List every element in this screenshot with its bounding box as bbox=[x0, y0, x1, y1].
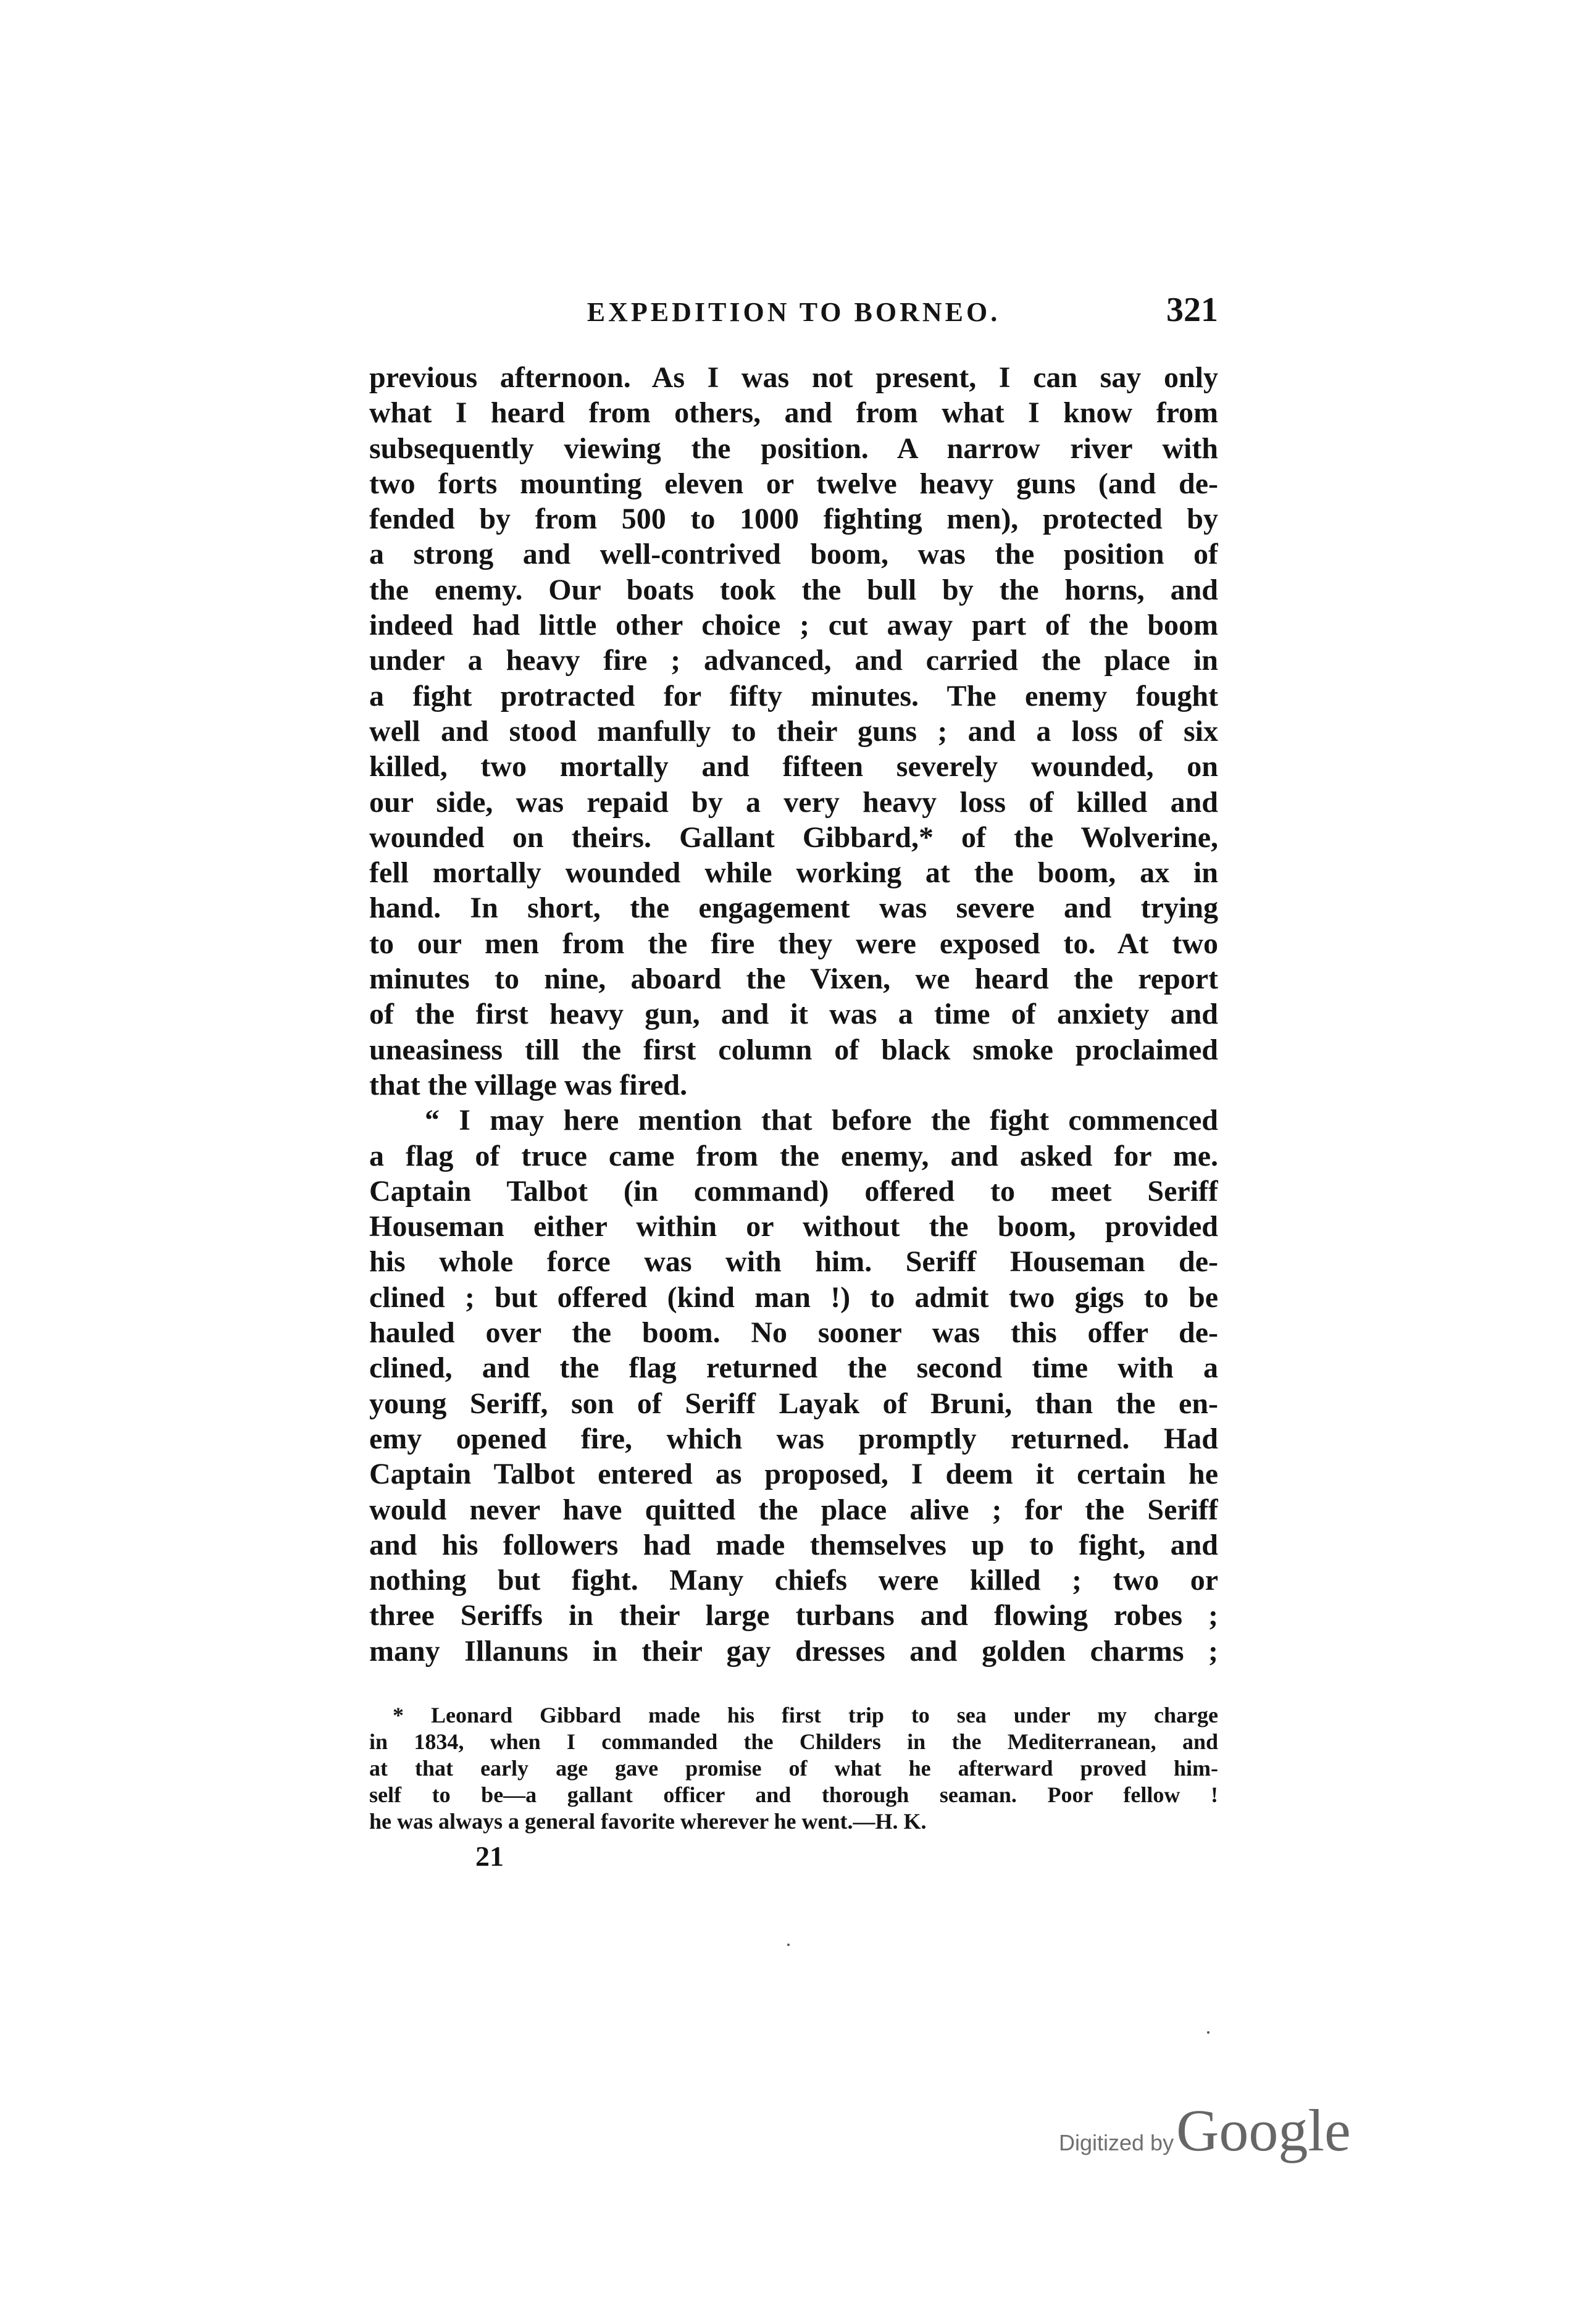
text-line: wounded on theirs. Gallant Gibbard,* of the Wolverine, bbox=[369, 821, 1218, 854]
text-line: would never have quitted the place alive ; for the Seriff bbox=[369, 1493, 1218, 1526]
text-line: uneasiness till the first column of black smoke proclaimed bbox=[369, 1033, 1218, 1066]
footnote-line: self to be—a gallant officer and thorough seaman. Poor fellow ! bbox=[369, 1782, 1218, 1807]
text-line: Captain Talbot entered as proposed, I deem it certain he bbox=[369, 1458, 1218, 1491]
text-line: that the village was fired. bbox=[369, 1068, 688, 1101]
text-line: nothing but fight. Many chiefs were killed ; two or bbox=[369, 1564, 1218, 1597]
text-line: hauled over the boom. No sooner was this offer de- bbox=[369, 1316, 1218, 1350]
footnote-line: at that early age gave promise of what he afterward proved him- bbox=[369, 1756, 1218, 1781]
footnote-line: in 1834, when I commanded the Childers in the Mediterranean, and bbox=[369, 1729, 1218, 1754]
text-line: young Seriff, son of Seriff Layak of Bruni, than the en- bbox=[369, 1387, 1218, 1420]
text-line: a flag of truce came from the enemy, and asked for me. bbox=[369, 1139, 1218, 1172]
text-line: a fight protracted for fifty minutes. The enemy fought bbox=[369, 679, 1218, 712]
signature-mark: 21 bbox=[475, 1840, 504, 1872]
page-header bbox=[369, 290, 1218, 333]
text-line: of the first heavy gun, and it was a time of anxiety and bbox=[369, 998, 1218, 1031]
watermark-brand: Google bbox=[1176, 2097, 1351, 2163]
text-line: “ I may here mention that before the fight commenced bbox=[425, 1104, 1218, 1137]
text-line: well and stood manfully to their guns ; and a loss of six bbox=[369, 714, 1218, 748]
text-line: minutes to nine, aboard the Vixen, we heard the report bbox=[369, 963, 1218, 996]
digitized-watermark bbox=[1059, 2096, 1351, 2164]
text-line: clined, and the flag returned the second time with a bbox=[369, 1351, 1218, 1385]
text-line: the enemy. Our boats took the bull by the horns, and bbox=[369, 573, 1218, 606]
footnote-line: * Leonard Gibbard made his first trip to sea under my charge bbox=[393, 1703, 1218, 1727]
text-line: many Illanuns in their gay dresses and golden charms ; bbox=[369, 1634, 1218, 1668]
page-number: 321 bbox=[1166, 291, 1218, 329]
text-line: Houseman either within or without the boom, provided bbox=[369, 1210, 1218, 1243]
text-line: to our men from the fire they were exposed to. At two bbox=[369, 927, 1218, 960]
text-line: what I heard from others, and from what I know from bbox=[369, 396, 1218, 430]
main-text bbox=[369, 360, 1218, 1669]
text-line: subsequently viewing the position. A narrow river with bbox=[369, 432, 1218, 465]
speck bbox=[1207, 2031, 1210, 2034]
running-head: EXPEDITION TO BORNEO. bbox=[587, 297, 1001, 327]
text-line: hand. In short, the engagement was severe and trying bbox=[369, 892, 1218, 925]
text-line: a strong and well-contrived boom, was the position of bbox=[369, 538, 1218, 571]
text-line: fell mortally wounded while working at the boom, ax in bbox=[369, 856, 1218, 890]
footnote bbox=[369, 1702, 1218, 1835]
text-line: killed, two mortally and fifteen severely wounded, on bbox=[369, 750, 1218, 783]
text-line: Captain Talbot (in command) offered to meet Seriff bbox=[369, 1174, 1218, 1208]
text-line: fended by from 500 to 1000 fighting men), protected by bbox=[369, 503, 1218, 536]
text-line: our side, was repaid by a very heavy loss of killed and bbox=[369, 785, 1218, 819]
text-line: previous afternoon. As I was not present, I can say only bbox=[369, 361, 1218, 394]
footnote-line: he was always a general favorite wherever he went.—H. K. bbox=[369, 1809, 927, 1834]
text-line: emy opened fire, which was promptly returned. Had bbox=[369, 1422, 1218, 1455]
text-line: his whole force was with him. Seriff Houseman de- bbox=[369, 1245, 1218, 1279]
speck bbox=[787, 1944, 790, 1946]
text-line: under a heavy fire ; advanced, and carried the place in bbox=[369, 644, 1218, 677]
text-line: and his followers had made themselves up to fight, and bbox=[369, 1528, 1218, 1561]
text-line: indeed had little other choice ; cut away part of the boom bbox=[369, 609, 1218, 642]
watermark-prefix: Digitized by bbox=[1059, 2130, 1174, 2155]
text-line: clined ; but offered (kind man !) to admit two gigs to be bbox=[369, 1280, 1218, 1314]
text-line: two forts mounting eleven or twelve heavy guns (and de- bbox=[369, 467, 1218, 500]
text-line: three Seriffs in their large turbans and flowing robes ; bbox=[369, 1599, 1218, 1632]
